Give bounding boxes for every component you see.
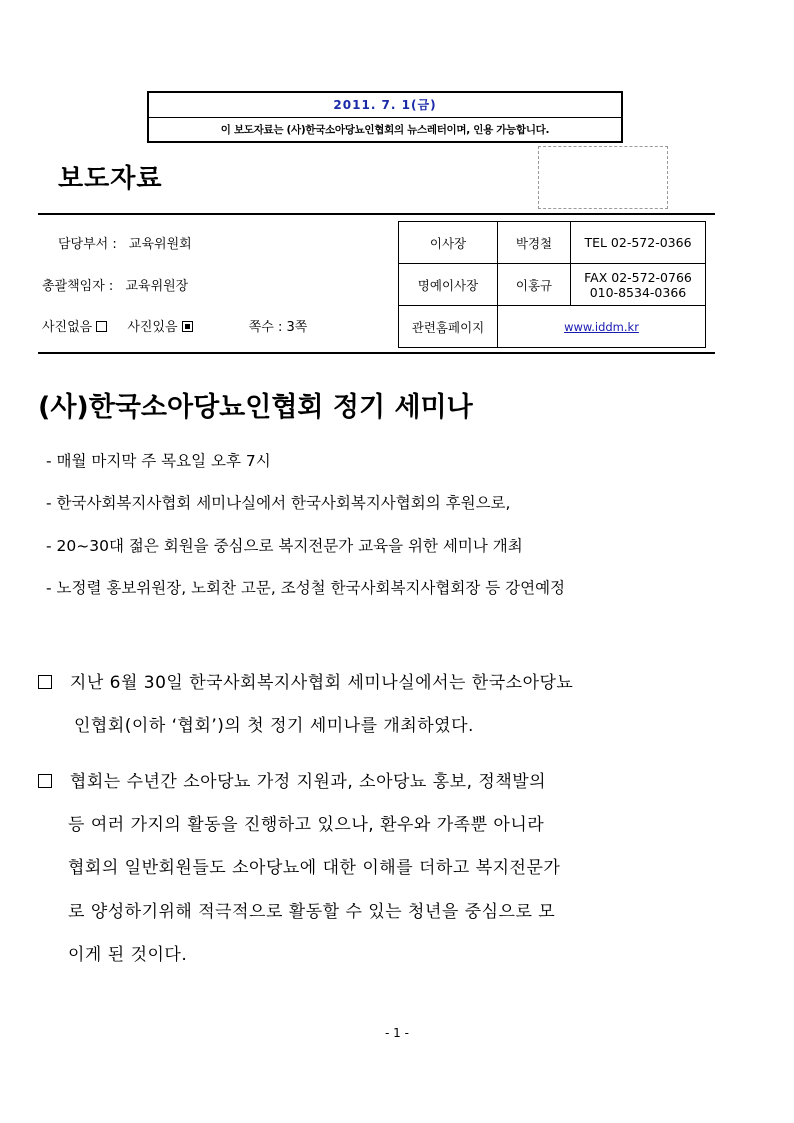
release-header-box (147, 91, 623, 143)
square-bullet-icon (38, 774, 52, 788)
release-date: 2011. 7. 1(금) (149, 93, 621, 118)
paragraph-line: 로 양성하기위해 적극적으로 활동할 수 있는 청년을 중심으로 모 (68, 902, 556, 922)
manager-row (42, 275, 188, 294)
logo-placeholder (538, 146, 668, 209)
dept-row (58, 233, 192, 252)
paragraph-line (38, 767, 546, 792)
summary-bullet: - 20~30대 젊은 회원을 중심으로 복지전문가 교육을 위한 세미나 개최 (46, 537, 523, 555)
paragraph-line: 협회의 일반회원들도 소아당뇨에 대한 이해를 더하고 복지전문가 (68, 858, 561, 878)
contact-fax: FAX 02-572-0766 (584, 269, 692, 285)
dept-value: 교육위원회 (128, 237, 192, 252)
manager-label: 총괄책임자 : (42, 279, 114, 294)
has-photo-checkbox (182, 321, 193, 332)
summary-bullet: - 한국사회복지사협회 세미나실에서 한국사회복지사협회의 후원으로, (46, 494, 511, 512)
page-number: - 1 - (385, 1026, 409, 1040)
contact-mobile: 010-8534-0366 (589, 284, 687, 300)
manager-value: 교육위원장 (125, 279, 189, 294)
homepage-cell (498, 306, 706, 348)
contact-phone: TEL 02-572-0366 (571, 222, 706, 264)
photo-row (42, 316, 307, 335)
no-photo-label: 사진없음 (42, 320, 93, 335)
has-photo-label: 사진있음 (127, 320, 178, 335)
contact-table (398, 221, 706, 348)
contact-role: 관련홈페이지 (399, 306, 498, 348)
page-count: 쪽수 : 3쪽 (248, 320, 308, 335)
paragraph-line (38, 668, 573, 693)
contact-name: 박경철 (498, 222, 571, 264)
paragraph-text: 지난 6월 30일 한국사회복지사협회 세미나실에서는 한국소아당뇨 (69, 673, 574, 693)
square-bullet-icon (38, 675, 52, 689)
summary-bullet: - 노정렬 홍보위원장, 노회찬 고문, 조성철 한국사회복지사협회장 등 강연예정 (46, 579, 566, 597)
article-title: (사)한국소아당뇨인협회 정기 세미나 (38, 392, 473, 423)
paragraph-line: 등 여러 가지의 활동을 진행하고 있으나, 환우와 가족뿐 아니라 (68, 815, 545, 835)
citation-notice: 이 보도자료는 (사)한국소아당뇨인협회의 뉴스레터이며, 인용 가능합니다. (220, 124, 550, 136)
dept-label: 담당부서 : (58, 237, 117, 252)
paragraph-line: 인협회(이하 ‘협회’)의 첫 정기 세미나를 개최하였다. (74, 716, 474, 736)
summary-bullet: - 매월 마지막 주 목요일 오후 7시 (46, 452, 271, 470)
paragraph-text: 협회는 수년간 소아당뇨 가정 지원과, 소아당뇨 홍보, 정책발의 (69, 772, 547, 792)
paragraph-line: 이게 된 것이다. (68, 945, 188, 965)
homepage-link[interactable]: www.iddm.kr (564, 320, 639, 334)
contact-name: 이홍규 (498, 264, 571, 306)
contact-role: 이사장 (399, 222, 498, 264)
contact-fax-cell (571, 264, 706, 306)
document-type-heading: 보도자료 (58, 164, 163, 194)
contact-role: 명예이사장 (399, 264, 498, 306)
no-photo-checkbox (96, 321, 107, 332)
top-divider (38, 213, 715, 215)
bottom-divider (38, 352, 715, 354)
